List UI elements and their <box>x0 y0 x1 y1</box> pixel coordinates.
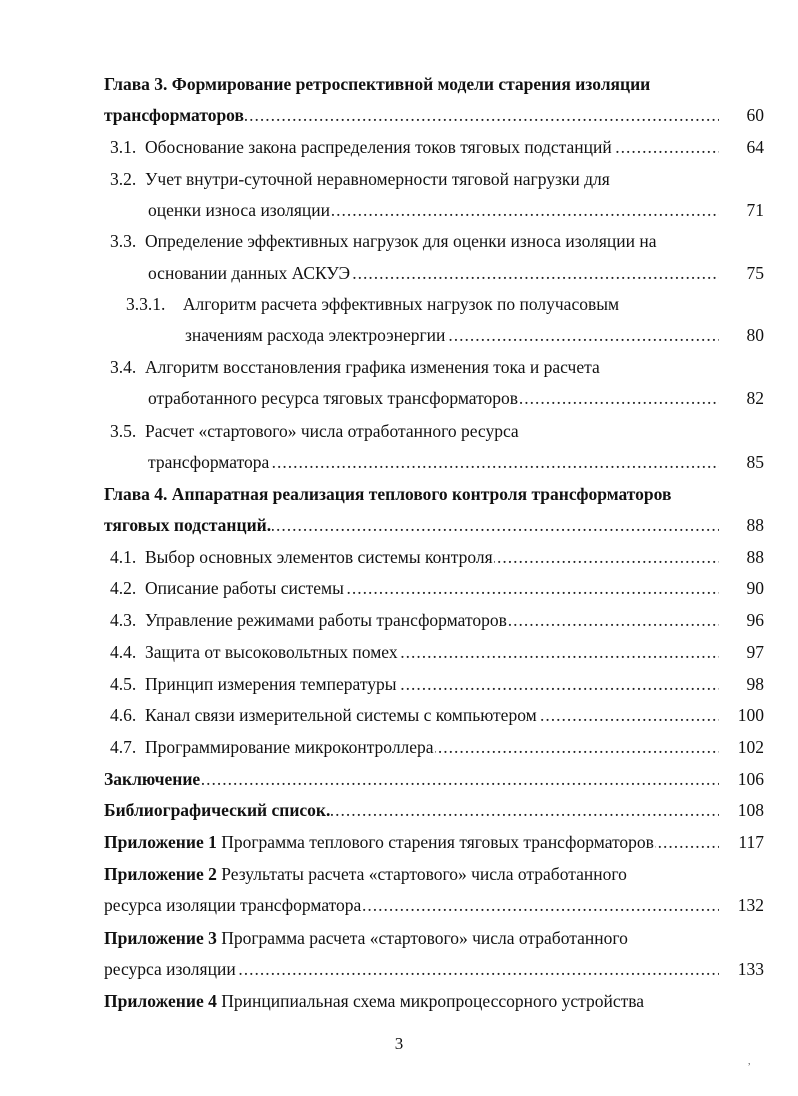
toc-chapter-4-title-cont[interactable]: тяговых подстанций. ..... <box>104 514 719 538</box>
toc-appendix-4: Приложение 4 Принципиальная схема микропроцессорного устройства <box>104 991 645 1011</box>
toc-page-number: 88 <box>746 515 764 535</box>
toc-chapter-3-title: Глава 3. Формирование ретроспективной модели старения изоляции <box>104 74 651 94</box>
toc-page-number: 90 <box>746 578 764 598</box>
toc-section-3-3-1: 3.3.1. Алгоритм расчета эффективных нагрузок по получасовым <box>126 294 620 314</box>
toc-page-number: 98 <box>746 674 764 694</box>
toc-section-4-4[interactable]: 4.4. Защита от высоковольтных помех ..... <box>110 641 719 665</box>
toc-page-number: 108 <box>737 800 764 820</box>
toc-section-3-2: 3.2. Учет внутри-суточной неравномерности тяговой нагрузки для <box>110 169 610 189</box>
toc-bibliography[interactable]: Библиографический список. ..... <box>104 799 719 823</box>
toc-conclusion[interactable]: Заключение ..... <box>104 768 719 792</box>
toc-section-3-3-cont[interactable]: основании данных АСКУЭ ..... <box>148 262 719 286</box>
scan-mark: , <box>748 1056 751 1067</box>
toc-page-number: 85 <box>746 452 764 472</box>
toc-page-number: 88 <box>746 547 764 567</box>
toc-page-number: 75 <box>746 263 764 283</box>
toc-page-number: 100 <box>737 705 764 725</box>
toc-section-3-5: 3.5. Расчет «стартового» числа отработанного ресурса <box>110 421 519 441</box>
toc-page-number: 96 <box>746 610 764 630</box>
toc-section-4-7[interactable]: 4.7. Программирование микроконтроллера ..... <box>110 736 719 760</box>
toc-page-number: 80 <box>746 325 764 345</box>
toc-appendix-3: Приложение 3 Программа расчета «стартового» числа отработанного <box>104 928 628 948</box>
toc-page-number: 106 <box>737 769 764 789</box>
toc-section-3-3: 3.3. Определение эффективных нагрузок для оценки износа изоляции на <box>110 231 657 251</box>
toc-section-3-5-cont[interactable]: трансформатора ..... <box>148 451 719 475</box>
toc-page-number: 60 <box>746 105 764 125</box>
toc-chapter-4-title: Глава 4. Аппаратная реализация теплового контроля трансформаторов <box>104 484 672 504</box>
toc-appendix-3-cont[interactable]: ресурса изоляции ..... <box>104 958 719 982</box>
toc-chapter-3-title-cont[interactable]: трансформаторов ..... <box>104 104 719 128</box>
toc-page-number: 132 <box>737 895 764 915</box>
toc-page-number: 133 <box>737 959 764 979</box>
toc-page-number: 102 <box>737 737 764 757</box>
toc-page-number: 117 <box>738 832 764 852</box>
toc-section-3-2-cont[interactable]: оценки износа изоляции ..... <box>148 199 719 223</box>
toc-appendix-2: Приложение 2 Результаты расчета «стартового» числа отработанного <box>104 864 627 884</box>
toc-appendix-2-cont[interactable]: ресурса изоляции трансформатора ..... <box>104 894 719 918</box>
toc-section-3-1[interactable]: 3.1. Обоснование закона распределения токов тяговых подстанций ..... <box>110 136 719 160</box>
toc-section-4-1[interactable]: 4.1. Выбор основных элементов системы контроля ..... <box>110 546 719 570</box>
toc-section-3-4-cont[interactable]: отработанного ресурса тяговых трансформаторов ..... <box>148 387 719 411</box>
toc-page-number: 71 <box>746 200 764 220</box>
toc-appendix-1[interactable]: Приложение 1 Программа теплового старения тяговых трансформаторов ..... <box>104 831 719 855</box>
toc-section-4-2[interactable]: 4.2. Описание работы системы ..... <box>110 577 719 601</box>
toc-section-3-3-1-cont[interactable]: значениям расхода электроэнергии ..... <box>185 324 719 348</box>
page-number: 3 <box>394 1034 404 1053</box>
toc-section-4-3[interactable]: 4.3. Управление режимами работы трансформаторов ..... <box>110 609 719 633</box>
toc-section-3-4: 3.4. Алгоритм восстановления графика изменения тока и расчета <box>110 357 600 377</box>
toc-section-4-5[interactable]: 4.5. Принцип измерения температуры ..... <box>110 673 719 697</box>
toc-page-number: 97 <box>746 642 764 662</box>
toc-page-number: 64 <box>746 137 764 157</box>
toc-section-4-6[interactable]: 4.6. Канал связи измерительной системы с компьютером ..... <box>110 704 719 728</box>
toc-page-number: 82 <box>746 388 764 408</box>
